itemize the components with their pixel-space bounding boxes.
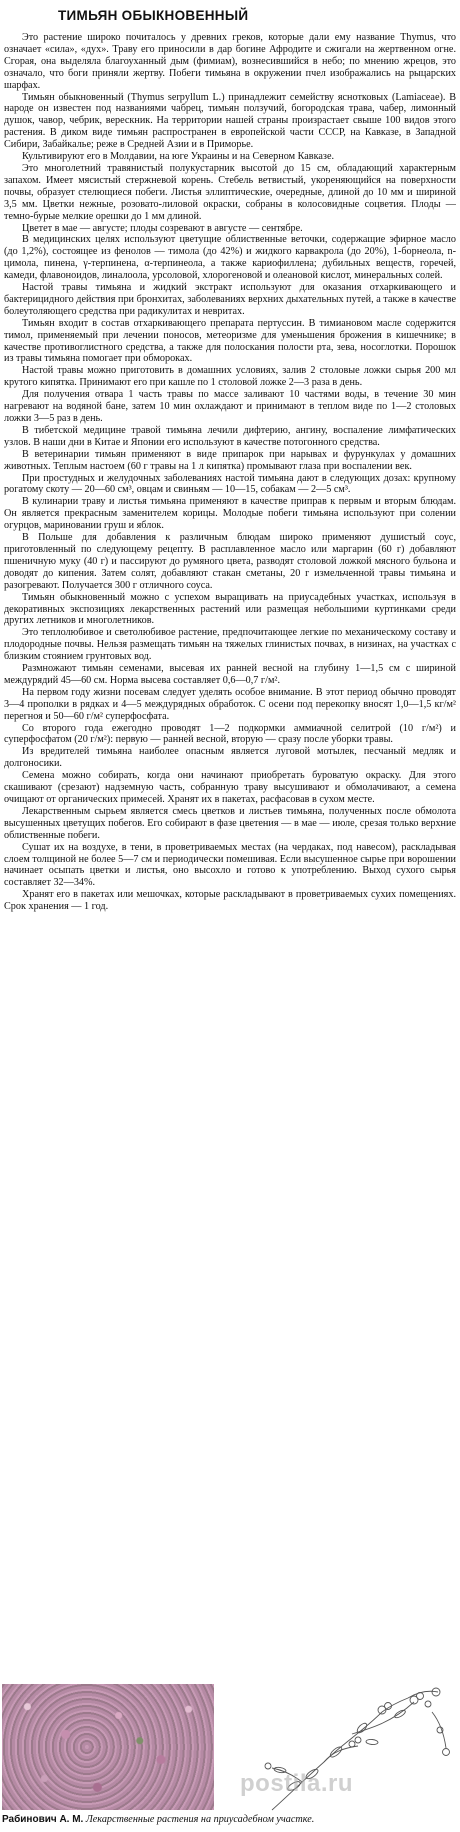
paragraph: В кулинарии траву и листья тимьяна применяют в качестве приправ к первым и вторым блюдам. Он является прекрасным заменителем корицы. Молодые побеги тимьяна используют при солении огурцов, мариновании груш и яблок. [4,496,456,532]
caption-book: Лекарственные растения на приусадебном участке. [85,1814,315,1825]
source-caption [2,1814,458,1826]
paragraph: Размножают тимьян семенами, высевая их ранней весной на глубину 1—1,5 см с шириной междурядий 45—60 см. Норма высева составляет 0,6—0,7 г/м². [4,663,456,686]
article-paragraphs [4,32,456,913]
paragraph: Тимьян обыкновенный можно с успехом выращивать на приусадебных участках, используя в декоративных экспозициях лекарственных растений или размещая небольшими куртинками среди других летников и многолетников. [4,591,456,627]
paragraph: В Польше для добавления к различным блюдам широко применяют душистый соус, приготовленный по следующему рецепту. В расплавленное масло или маргарин (60 г) добавляют пшеничную муку (40 г) и пассируют до румяного цвета, разводят столовой ложкой мясного бульона и доводят до кипения. Затем солят, добавляют стакан сметаны, 20 г измельченной травы тимьяна и разогревают. Получается 300 г отличного соуса. [4,532,456,591]
article-body [4,8,456,913]
watermark-text: postila.ru [240,1770,354,1797]
article-title: ТИМЬЯН ОБЫКНОВЕННЫЙ [58,8,249,23]
thyme-photo [2,1684,214,1810]
paragraph: В тибетской медицине травой тимьяна лечили дифтерию, ангину, воспаление лимфатических узлов. В наши дни в Китае и Японии его используют в качестве потогонного средства. [4,424,456,448]
paragraph: Хранят его в пакетах или мешочках, которые раскладывают в проветриваемых сухих помещениях. Срок хранения — 1 год. [4,889,456,913]
paragraph: Это растение широко почиталось у древних греков, которые дали ему название Thymus, что означает «сила», «дух». Траву его приносили в дар богине Афродите и сжигали на жертвенном огне. Сгорая, она выделяла благоуханный дым (фимиам), вознесившийся в небо; по мнению жрецов, это означало, что боги приняли жертву. Побеги тимьяна в окружении пчел изображались на рыцарских шарфах. [4,32,456,91]
paragraph: В медицинских целях используют цветущие облиственные веточки, содержащие эфирное масло (до 1,2%), состоящее из фенолов — тимола (до 42%) и жидкого карвакрола (до 20%), 1-борнеола, n-цимола, пинена, γ-терпинена, α-терпинеола, а также кариофиллена; дубильных веществ, горечей, камеди, флавоноидов, линалоола, урсоловой, хлорогеновой и олеановой кислот, минеральных солей. [4,234,456,282]
paragraph: Настой травы можно приготовить в домашних условиях, залив 2 столовые ложки сырья 200 мл крутого кипятка. Принимают его при кашле по 1 столовой ложке 2—3 раза в день. [4,365,456,389]
paragraph: Это многолетний травянистый полукустарник высотой до 15 см, обладающий характерным запахом. Имеет мясистый стержневой корень. Стебель ветвистый, укореняющийся на поверхности почвы, образует стелющиеся побеги. Листья эллиптические, очередные, длиной до 10 мм и шириной 3,5 мм. Цветки нежные, розовато-лиловой окраски, собраны в колосовидные соцветия. Плоды — темно-бурые мелкие орешки до 1 мм длиной. [4,162,456,222]
paragraph: Из вредителей тимьяна наиболее опасным является луговой мотылек, песчаный медляк и долгоносики. [4,746,456,770]
paragraph: Сушат их на воздухе, в тени, в проветриваемых местах (на чердаках, под навесом), раскладывая слоем толщиной не более 5—7 см и периодически помешивая. Если высушенное сырье при ворошении начинает осыпать цветки и листья, оно высохло и готово к употреблению. Выход сухого сырья составляет 32—34%. [4,841,456,889]
paragraph: В ветеринарии тимьян применяют в виде припарок при нарывах и фурункулах у домашних животных. Теплым настоем (60 г травы на 1 л кипятка) промывают глаза при воспалении век. [4,448,456,472]
paragraph: Культивируют его в Молдавии, на юге Украины и на Северном Кавказе. [22,151,335,163]
paragraph: Лекарственным сырьем является смесь цветков и листьев тимьяна, полученных после обмолота высушенных цветущих побегов. Его собирают в фазе цветения — в мае — июле, срезая только верхние облиственные побеги. [4,805,456,841]
paragraph: Для получения отвара 1 часть травы по массе заливают 10 частями воды, в течение 30 мин нагревают на водяной бане, затем 10 мин охлаждают и принимают в теплом виде по 1—2 столовых ложки 3—5 раз в день. [4,389,456,424]
paragraph: Тимьян входит в состав отхаркивающего препарата пертуссин. В тимиановом масле содержится тимол, применяемый при лечении поносов, метеоризме для уменьшения брожения в кишечнике; в качестве противоглистного средства, а также для полоскания полости рта, зева, носоглотки. Порошок из травы тимьяна помогает при обмороках. [4,317,456,365]
paragraph: Цветет в мае — августе; плоды созревают в августе — сентябре. [22,222,303,234]
caption-author: Рабинович А. М. [2,1814,84,1825]
paragraph: На первом году жизни посевам следует уделять особое внимание. В этот период обычно проводят 3—4 прополки в рядках и 4—5 междурядных обработок. С осени под перекопку вносят 1,0—1,5 кг/м² перегноя и 50—60 г/м² суперфосфата. [4,686,456,722]
paragraph: При простудных и желудочных заболеваниях настой тимьяна дают в следующих дозах: крупному рогатому скоту — 20—60 см³, овцам и свиньям — 10—15, собакам — 2—5 см³. [4,472,456,496]
paragraph: Это теплолюбивое и светолюбивое растение, предпочитающее легкие по механическому составу и плодородные почвы. Нельзя размещать тимьян на тяжелых глинистых почвах, в низинах, на участках с близким стоянием грунтовых вод. [4,627,456,663]
paragraph: Семена можно собирать, когда они начинают приобретать буроватую окраску. Для этого скашивают (срезают) надземную часть, собранную траву высушивают и обмолачивают, а семена очищают от органических примесей. Хранят их в пакетах, расфасовав в сухом месте. [4,770,456,805]
paragraph: Тимьян обыкновенный (Thymus serpyllum L.) принадлежит семейству яснотковых (Lamiaceae). В народе он известен под названиями чабрец, тимьян ползучий, богородская трава, чабер, лимонный душок, чавор, чебрик, верескник. На территории нашей страны произрастает свыше 100 видов этого растения. В диком виде тимьян распространен в европейской части СССР, на Кавказе, в Западной Сибири, Забайкалье; реже в Средней Азии и в Приморье. [4,91,456,151]
illustrations [0,1684,460,1832]
paragraph: Настой травы тимьяна и жидкий экстракт используют для оказания отхаркивающего и бактерицидного действия при бронхитах, заболеваниях верхних дыхательных путей, а также в качестве болеутоляющего средства при радикулитах и невритах. [4,282,456,317]
paragraph: Со второго года ежегодно проводят 1—2 подкормки аммиачной селитрой (10 г/м²) и суперфосфатом (20 г/м²): первую — ранней весной, вторую — сразу после уборки травы. [4,722,456,746]
